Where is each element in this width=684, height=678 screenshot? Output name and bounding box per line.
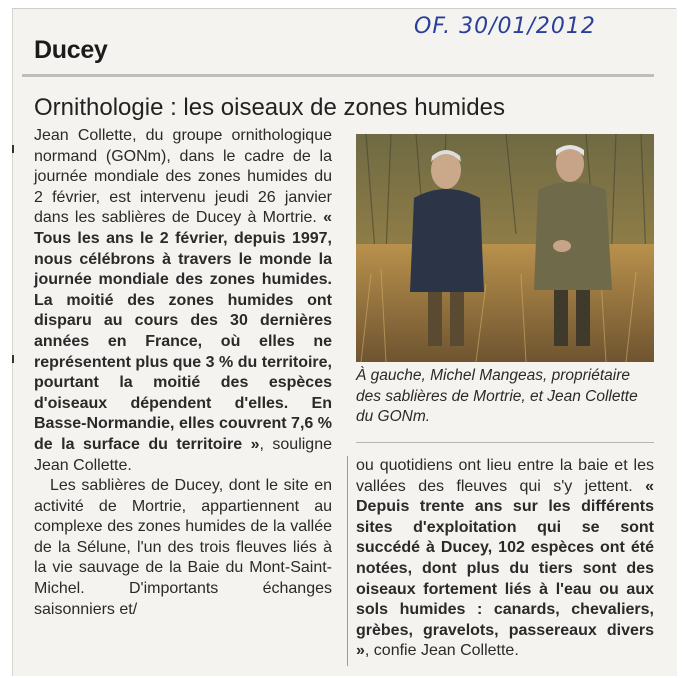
paragraph-1-attribution: , souligne Jean Collette. — [34, 435, 332, 474]
paragraph-1-intro: Jean Collette, du groupe ornithologique normand (GONm), dans le cadre de la journée mondiale des zones humides du 2 février, est intervenu jeudi 26 janvier dans les sablières de Ducey à Mortrie. — [34, 127, 332, 227]
article-paragraph-1 — [34, 126, 332, 476]
article-photo — [356, 134, 654, 362]
column-rule — [347, 456, 348, 666]
photo-caption: À gauche, Michel Mangeas, propriétaire des sablières de Mortrie, et Jean Collette du GONm. — [356, 367, 638, 426]
article-headline: Ornithologie : les oiseaux de zones humides — [34, 94, 505, 121]
paragraph-2-continued: ou quotidiens ont lieu entre la baie et les vallées des fleuves qui s'y jettent. — [356, 457, 654, 495]
margin-mark — [12, 355, 14, 363]
section-title: Ducey — [34, 36, 108, 64]
photo-two-men-in-marsh — [356, 134, 654, 362]
paragraph-1-quote: « Tous les ans le 2 février, depuis 1997, nous célébrons à travers le monde la journée mondiale des zones humides. La moitié des zones humides ont disparu au cours des 30 dernières années en France, où elles ne représentent plus que 3 % du territoire, pourtant la moitié des espèces d'oiseaux dépendent d'elles. En Basse-Normandie, elles couvrent 7,6 % de la surface du territoire » — [34, 209, 332, 453]
caption-rule — [356, 442, 654, 443]
paragraph-3-quote: « Depuis trente ans sur les différents sites d'exploitation qui se sont succédé à Ducey, 102 espèces ont été notées, dont plus du tiers sont des oiseaux fortement liés à l'eau ou aux sols humides : canards, chevaliers, grèbes, gravelots, passereaux divers » — [356, 477, 654, 660]
article-column-right — [356, 456, 654, 662]
paragraph-3-attribution: , confie Jean Collette. — [364, 642, 519, 660]
article-paragraph-3 — [356, 456, 654, 662]
article-paragraph-2: Les sablières de Ducey, dont le site en activité de Mortrie, appartiennent au complexe des zones humides de la vallée de la Sélune, l'un des trois fleuves liés à la vie sauvage de la Baie du Mont-Saint-Michel. D'importants échanges saisonniers et/ — [34, 477, 332, 618]
handwritten-date-note: OF. 30/01/2012 — [414, 14, 596, 39]
section-rule — [22, 74, 654, 77]
article-column-left — [34, 126, 332, 620]
margin-mark — [12, 145, 14, 153]
clipping-top-edge — [12, 8, 676, 9]
